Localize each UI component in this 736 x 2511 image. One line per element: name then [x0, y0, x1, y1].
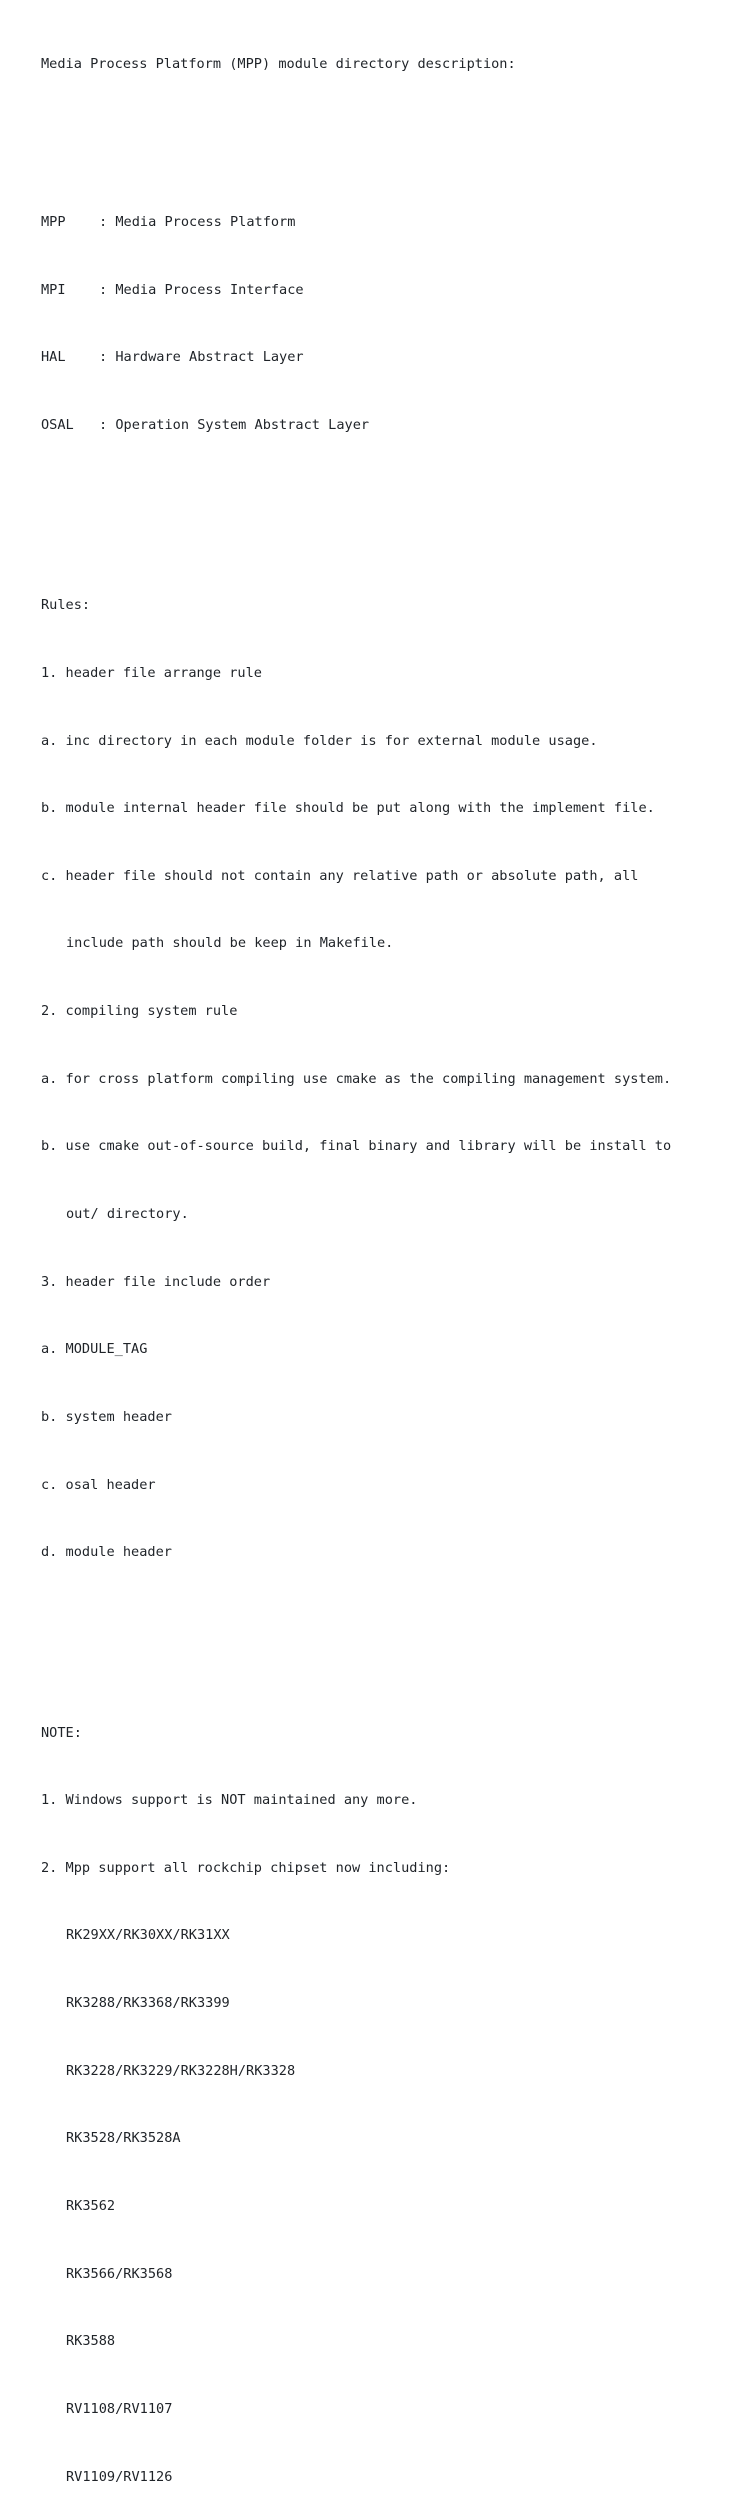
note-heading: NOTE:	[41, 1724, 82, 1741]
abbreviation-row	[41, 346, 731, 369]
abbreviation-row	[41, 211, 731, 234]
abbreviation-row	[41, 279, 731, 302]
abbreviation-separator: :	[99, 281, 108, 298]
abbreviation-value: Media Process Interface	[115, 281, 304, 298]
rule-subitem-continuation: include path should be keep in Makefile.	[66, 935, 394, 952]
blank-line	[41, 504, 731, 527]
rule-subitem: b. module internal header file should be put along with the implement file.	[41, 800, 655, 817]
rule-subitem: a. inc directory in each module folder is for external module usage.	[41, 732, 598, 749]
chipset-item: RV1109/RV1126	[66, 2468, 173, 2485]
rule-subitem: a. for cross platform compiling use cmake as the compiling management system.	[41, 1070, 672, 1087]
chipset-item: RK3566/RK3568	[66, 2265, 173, 2282]
rule-subitem-continuation: out/ directory.	[66, 1205, 189, 1222]
readme-document	[41, 8, 731, 2511]
chipset-item: RK3228/RK3229/RK3228H/RK3328	[66, 2062, 296, 2079]
document-title: Media Process Platform (MPP) module directory description:	[41, 56, 516, 73]
abbreviation-key: MPP	[41, 213, 66, 230]
chipset-item: RK3588	[66, 2333, 116, 2350]
abbreviation-separator: :	[99, 416, 108, 433]
rule-subitem: a. MODULE_TAG	[41, 1341, 148, 1358]
rule-item: 2. compiling system rule	[41, 1003, 238, 1020]
chipset-item: RK3288/RK3368/RK3399	[66, 1995, 230, 2012]
abbreviation-value: Operation System Abstract Layer	[115, 416, 370, 433]
chipset-item: RK29XX/RK30XX/RK31XX	[66, 1927, 230, 1944]
abbreviation-row	[41, 414, 731, 437]
abbreviation-key: MPI	[41, 281, 66, 298]
rule-subitem: b. use cmake out-of-source build, final binary and library will be install to	[41, 1138, 672, 1155]
rule-subitem: d. module header	[41, 1544, 172, 1561]
blank-line	[41, 1631, 731, 1654]
chipset-item: RK3562	[66, 2198, 116, 2215]
chipset-item: RV1108/RV1107	[66, 2400, 173, 2417]
rule-subitem: c. header file should not contain any relative path or absolute path, all	[41, 867, 639, 884]
note-item: 2. Mpp support all rockchip chipset now including:	[41, 1859, 451, 1876]
abbreviation-separator: :	[99, 213, 108, 230]
rules-heading: Rules:	[41, 597, 91, 614]
rule-item: 1. header file arrange rule	[41, 664, 262, 681]
chipset-item: RK3528/RK3528A	[66, 2130, 181, 2147]
rule-item: 3. header file include order	[41, 1273, 271, 1290]
rule-subitem: b. system header	[41, 1408, 172, 1425]
abbreviation-key: HAL	[41, 349, 66, 366]
rule-subitem: c. osal header	[41, 1476, 156, 1493]
abbreviation-value: Media Process Platform	[115, 213, 296, 230]
abbreviation-key: OSAL	[41, 416, 74, 433]
note-item: 1. Windows support is NOT maintained any more.	[41, 1792, 418, 1809]
abbreviation-value: Hardware Abstract Layer	[115, 349, 304, 366]
abbreviation-separator: :	[99, 349, 108, 366]
blank-line	[41, 121, 731, 144]
